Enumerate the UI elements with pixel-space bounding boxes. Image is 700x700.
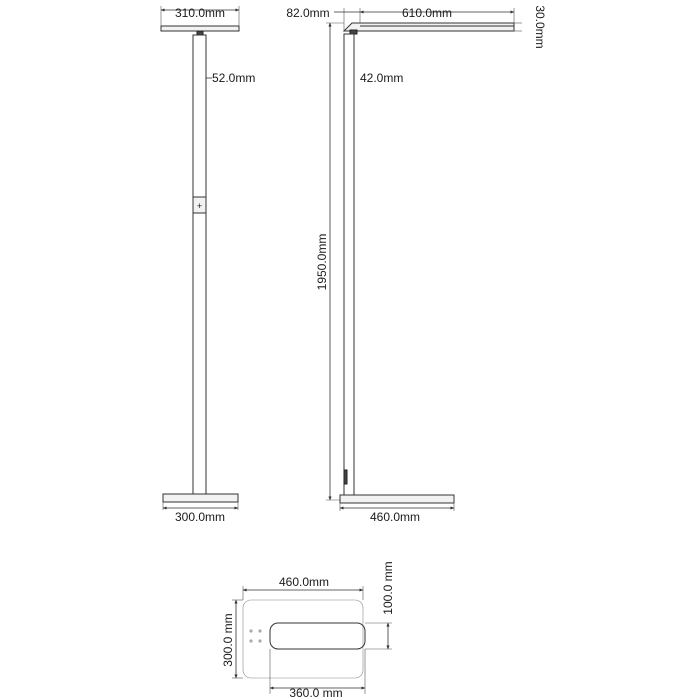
- side-base-length-label: 460.0mm: [369, 510, 421, 524]
- side-total-height-label: 1950.0mm: [315, 233, 329, 291]
- side-head-thickness-label: 30.0mm: [533, 5, 547, 49]
- side-pole: [344, 34, 354, 495]
- side-arm-length-label: 610.0mm: [401, 6, 453, 20]
- front-pole: [193, 35, 206, 494]
- side-arm-head: [344, 23, 514, 31]
- front-head-width-label: 310.0mm: [174, 6, 226, 20]
- side-arm-joint: [350, 30, 357, 34]
- side-switch: [344, 470, 347, 484]
- top-view: [221, 561, 395, 700]
- top-head-depth-label: 100.0 mm: [381, 561, 395, 615]
- top-head-length-label: 360.0 mm: [289, 686, 343, 700]
- front-base-width-label: 300.0mm: [174, 510, 226, 524]
- side-pole-width-label: 42.0mm: [360, 71, 404, 85]
- top-base-outline: [243, 600, 363, 678]
- top-base-dot: [249, 639, 252, 642]
- top-base-length-label: 460.0mm: [278, 575, 330, 589]
- front-pole-width-label: 52.0mm: [212, 71, 256, 85]
- front-head-joint: [197, 31, 203, 35]
- top-base-dot: [258, 639, 261, 642]
- front-base: [163, 494, 238, 502]
- top-base-dot: [258, 629, 261, 632]
- front-head-bar: [161, 26, 239, 31]
- side-base: [340, 495, 454, 503]
- front-view: [161, 6, 255, 524]
- side-view: [286, 5, 547, 524]
- switch-icon: +: [196, 201, 203, 211]
- side-pole-offset-label: 82.0mm: [286, 6, 330, 20]
- top-base-dot: [249, 629, 252, 632]
- top-head-outline: [270, 623, 365, 649]
- top-base-depth-label: 300.0 mm: [221, 613, 235, 667]
